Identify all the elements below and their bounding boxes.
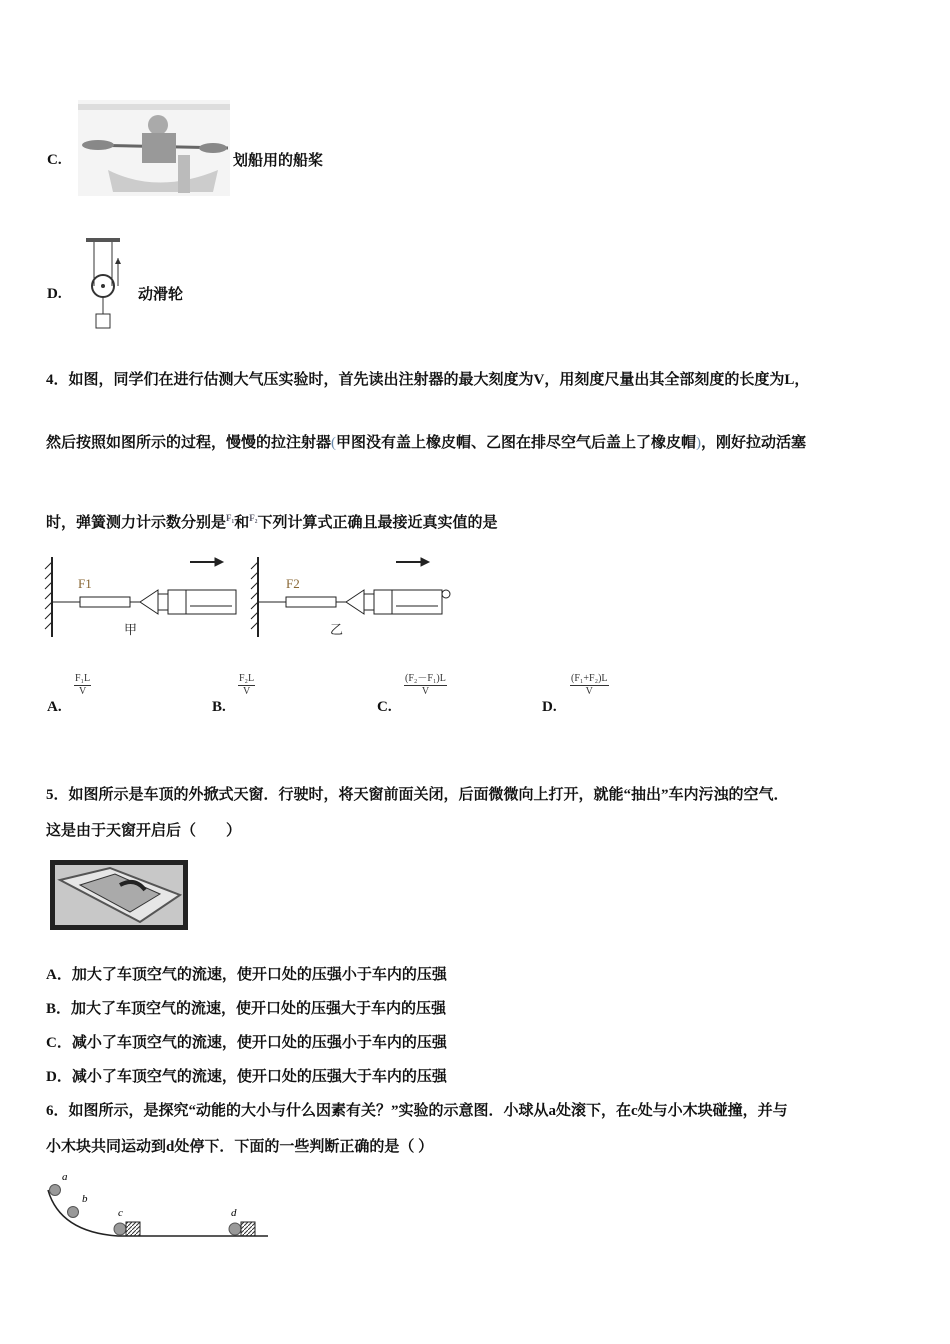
kinetic-energy-figure	[40, 1170, 275, 1242]
option-c-text: 划船用的船桨	[233, 153, 324, 169]
q4-option-b-formula	[238, 673, 255, 698]
q4-line-2-paren: 甲图没有盖上橡皮帽、乙图在排尽空气后盖上了橡皮帽	[336, 435, 697, 451]
movable-pulley-image	[82, 236, 134, 332]
label-d: d	[231, 1207, 237, 1219]
option-c-letter: C.	[47, 152, 62, 168]
f1-label: F1	[78, 576, 92, 591]
q4-option-a-letter: A.	[47, 699, 62, 715]
q4-option-b-letter: B.	[212, 699, 226, 715]
q4-and: 和	[234, 515, 250, 531]
q4-option-c-letter: C.	[377, 699, 392, 715]
caption-yi: 乙	[330, 622, 344, 637]
label-c: c	[118, 1207, 123, 1219]
q4-line-2-end: ，刚好拉动活塞	[701, 435, 807, 451]
q4-option-d-formula	[570, 673, 609, 698]
q4-option-d-letter: D.	[542, 699, 557, 715]
f2-label: F2	[286, 576, 300, 591]
numerator: (F₁+F₂)L	[571, 673, 608, 684]
numerator: (F₂－F₁)L	[405, 673, 446, 684]
q5-option-c: C．减小了车顶空气的流速，使开口处的压强小于车内的压强	[46, 1035, 447, 1051]
label-b: b	[82, 1193, 88, 1205]
q5-option-b: B．加大了车顶空气的流速，使开口处的压强大于车内的压强	[46, 1001, 447, 1017]
q6-line-1: 6．如图所示，是探究“动能的大小与什么因素有关？”实验的示意图．小球从a处滚下，在c处与小木块碰撞，并与	[46, 1103, 788, 1119]
numerator: F₁L	[75, 673, 91, 684]
denominator: V	[242, 686, 251, 697]
numerator: F₂L	[239, 673, 255, 684]
denominator: V	[585, 686, 593, 697]
denominator: V	[421, 686, 430, 697]
q4-line-2-start: 然后按照如图所示的过程，慢慢的拉注射器	[46, 435, 332, 451]
q4-line-3-end: 下列计算式正确且最接近真实值的是	[257, 515, 498, 531]
q4-line-2: 然后按照如图所示的过程，慢慢的拉注射器(甲图没有盖上橡皮帽、乙图在排尽空气后盖上了橡皮帽)，刚好拉动活塞	[46, 435, 807, 451]
label-a: a	[62, 1171, 68, 1183]
caption-jia: 甲	[124, 622, 138, 637]
car-sunroof-image	[50, 860, 188, 930]
q4-option-a-formula	[74, 673, 91, 698]
f1-symbol: F₁	[226, 513, 235, 523]
option-d-text: 动滑轮	[138, 287, 184, 303]
q4-line-1: 4．如图，同学们在进行估测大气压实验时，首先读出注射器的最大刻度为V，用刻度尺量出其全部刻度的长度为L，	[46, 372, 810, 388]
q5-line-1: 5．如图所示是车顶的外掀式天窗．行驶时，将天窗前面关闭，后面微微向上打开，就能“抽出”车内污浊的空气．	[46, 787, 789, 803]
q6-line-2: 小木块共同运动到d处停下．下面的一些判断正确的是（ ）	[46, 1139, 434, 1155]
syringe-experiment-figure	[40, 552, 460, 647]
f2-symbol: F₂	[249, 513, 258, 523]
q5-option-a: A．加大了车顶空气的流速，使开口处的压强小于车内的压强	[46, 967, 447, 983]
q4-option-c-formula	[404, 673, 447, 698]
q4-line-3-start: 时，弹簧测力计示数分别是	[46, 515, 227, 531]
denominator: V	[78, 686, 87, 697]
q4-line-3	[46, 508, 497, 533]
option-d-letter: D.	[47, 286, 62, 302]
paddle-boat-image	[78, 100, 230, 196]
q5-option-d: D．减小了车顶空气的流速，使开口处的压强大于车内的压强	[46, 1069, 447, 1085]
q5-line-2: 这是由于天窗开启后（ ）	[46, 823, 242, 839]
